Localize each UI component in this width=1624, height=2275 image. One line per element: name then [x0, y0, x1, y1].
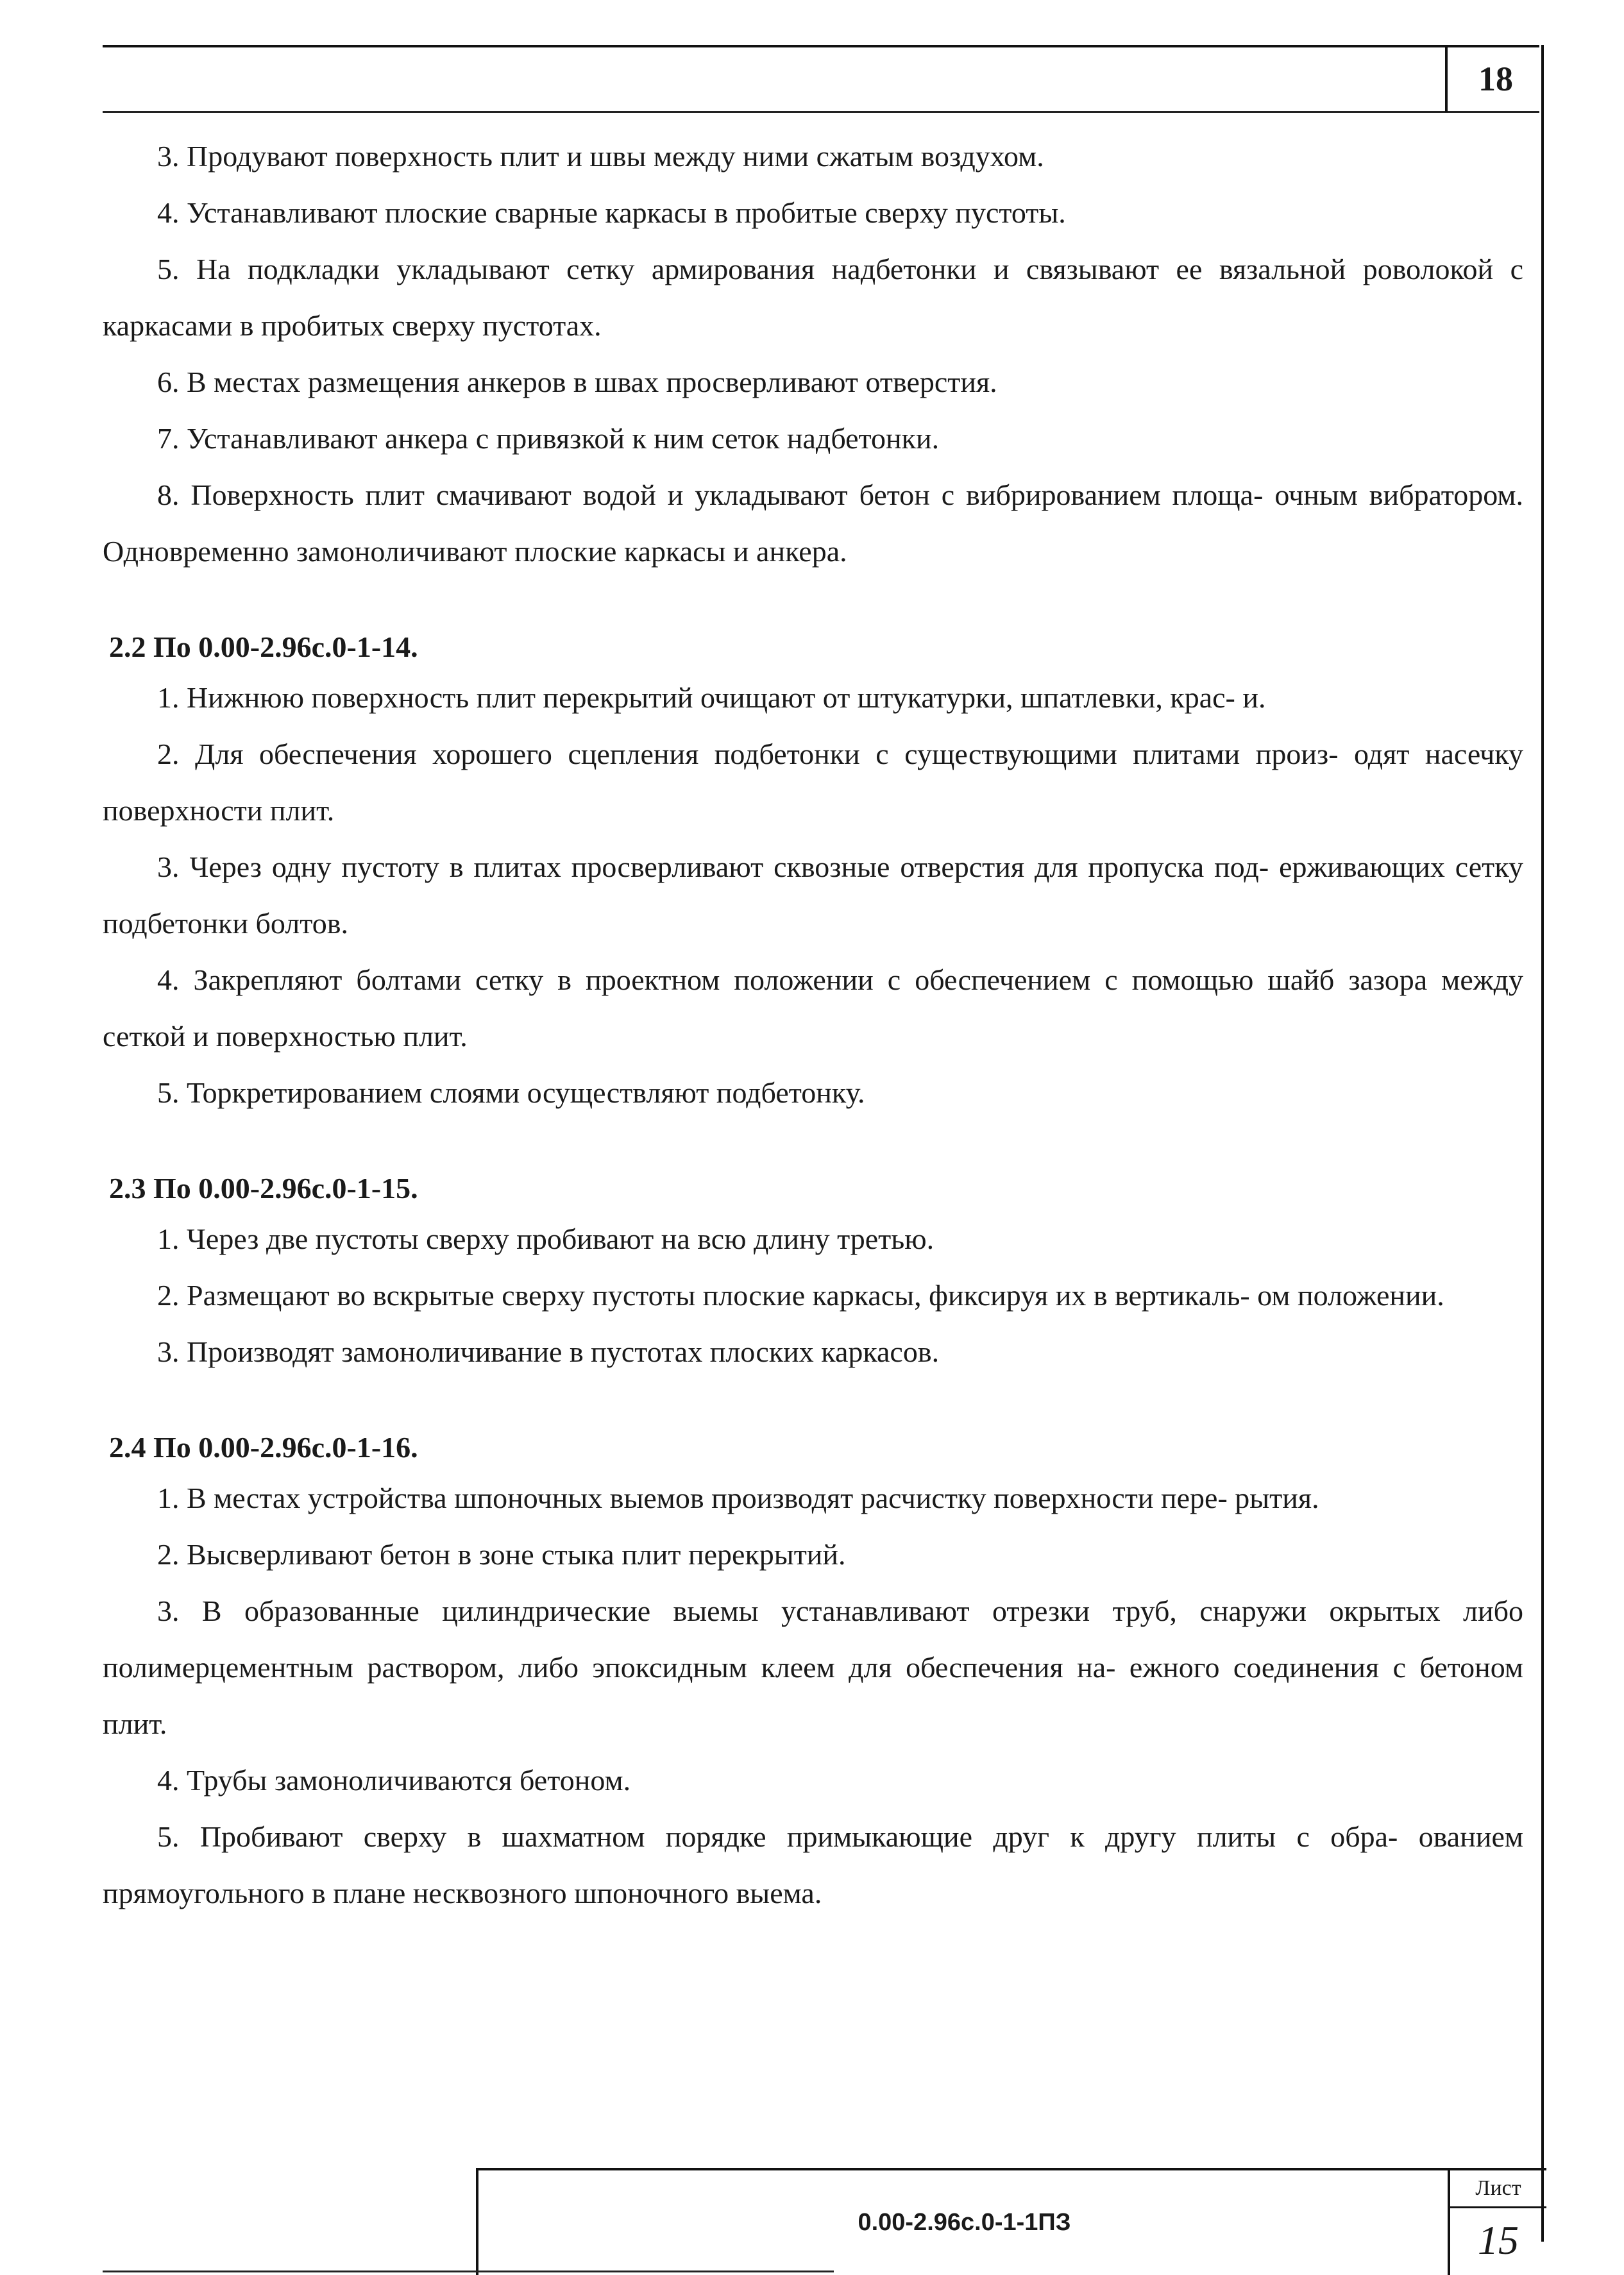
frame-bottom-line [103, 2271, 834, 2272]
paragraph: 8. Поверхность плит смачивают водой и укладывают бетон с вибрированием площа- очным вибратором. Одновременно замоноличивают плоские каркасы и анкера. [103, 478, 1523, 568]
sheet-label: Лист [1450, 2170, 1546, 2208]
title-block [476, 2168, 1546, 2275]
paragraph: 1. Через две пустоты сверху пробивают на всю длину третью. [157, 1222, 935, 1255]
document-code: 0.00-2.96с.0-1-1ПЗ [858, 2209, 1071, 2236]
paragraph: 5. Пробивают сверху в шахматном порядке примыкающие друг к другу плиты с обра- ованием прямоугольного в плане несквозного шпоночного выема. [103, 1820, 1523, 1909]
frame-header-line [103, 111, 1539, 113]
top-page-number: 18 [1445, 45, 1544, 112]
paragraph: 4. Закрепляют болтами сетку в проектном положении с обеспечением с помощью шайб зазора между сеткой и поверхностью плит. [103, 963, 1523, 1053]
paragraph: 2. Размещают во вскрытые сверху пустоты плоские каркасы, фиксируя их в вертикаль- ом положении. [157, 1279, 1444, 1312]
paragraph: 4. Устанавливают плоские сварные каркасы в пробитые сверху пустоты. [157, 196, 1066, 229]
section-heading: 2.3 По 0.00-2.96с.0-1-15. [109, 1172, 418, 1205]
paragraph: 1. В местах устройства шпоночных выемов производят расчистку поверхности пере- рытия. [157, 1482, 1319, 1514]
section-heading: 2.2 По 0.00-2.96с.0-1-14. [109, 630, 418, 663]
paragraph: 3. В образованные цилиндрические выемы устанавливают отрезки труб, снаружи окрытых либо полимерцементным раствором, либо эпоксидным клеем для обеспечения на- ежного соединения с бетоном плит. [103, 1594, 1523, 1740]
paragraph: 3. Через одну пустоту в плитах просверливают сквозные отверстия для пропуска под- ерживающих сетку подбетонки болтов. [103, 850, 1523, 940]
paragraph: 5. На подкладки укладывают сетку армирования надбетонки и связывают ее вязальной роволокой с каркасами в пробитых сверху пустотах. [103, 253, 1523, 342]
paragraph: 1. Нижнюю поверхность плит перекрытий очищают от штукатурки, шпатлевки, крас- и. [157, 681, 1266, 714]
paragraph: 6. В местах размещения анкеров в швах просверливают отверстия. [157, 366, 997, 398]
paragraph: 4. Трубы замоноличиваются бетоном. [157, 1764, 631, 1797]
paragraph: 2. Для обеспечения хорошего сцепления подбетонки с существующими плитами произ- одят насечку поверхности плит. [103, 738, 1523, 827]
paragraph: 2. Высверливают бетон в зоне стыка плит перекрытий. [157, 1538, 846, 1571]
section-heading: 2.4 По 0.00-2.96с.0-1-16. [109, 1431, 418, 1464]
sheet-cell [1448, 2170, 1546, 2275]
frame-right-line [1541, 45, 1544, 2242]
paragraph: 3. Продувают поверхность плит и швы между ними сжатым воздухом. [157, 140, 1044, 173]
paragraph: 7. Устанавливают анкера с привязкой к ним сеток надбетонки. [157, 422, 940, 455]
frame-top-line [103, 45, 1539, 47]
paragraph: 5. Торкретированием слоями осуществляют подбетонку. [157, 1076, 865, 1109]
document-body [103, 128, 1523, 1922]
sheet-number: 15 [1478, 2217, 1519, 2263]
paragraph: 3. Производят замоноличивание в пустотах плоских каркасов. [157, 1335, 940, 1368]
